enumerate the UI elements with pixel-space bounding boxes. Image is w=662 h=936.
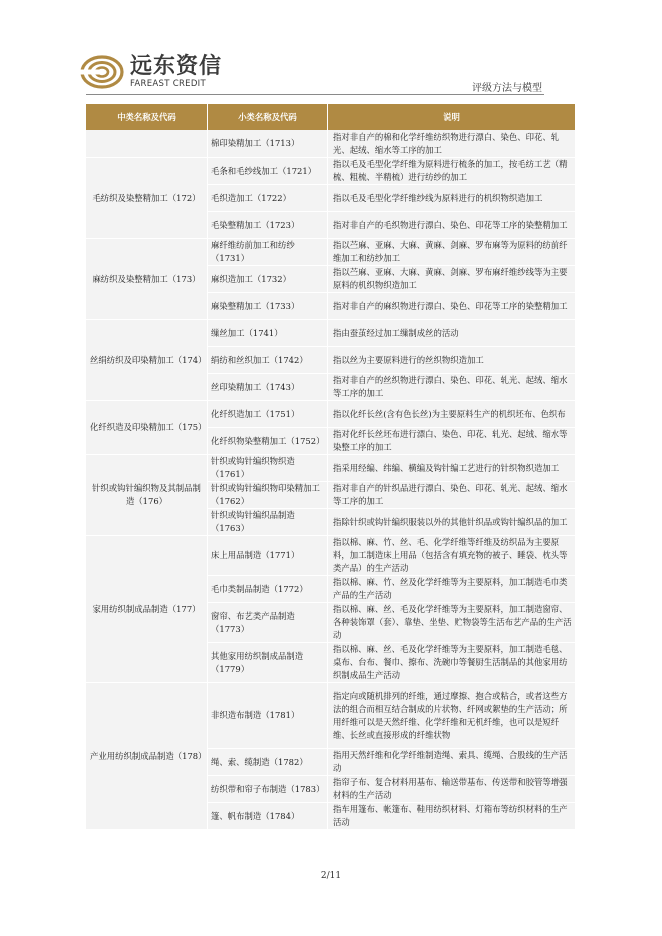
page-number: 2/11 <box>320 871 342 881</box>
subcategory-cell: 针织或钩针编织物印染精加工（1762） <box>208 482 328 509</box>
table-row <box>86 320 576 347</box>
category-cell: 毛纺织及染整精加工（172） <box>86 158 208 239</box>
description-cell: 指对非自产的毛织物进行漂白、染色、印花等工序的染整精加工 <box>328 212 576 239</box>
description-cell: 指以棉、麻、竹、丝、毛、化学纤维等纤维及纺织品为主要原料，加工制造床上用品（包括含有填充物的被子、睡袋、枕头等类产品）的生产活动 <box>328 536 576 576</box>
category-cell <box>86 130 208 158</box>
subcategory-cell: 毛条和毛纱线加工（1721） <box>208 158 328 185</box>
category-cell: 化纤织造及印染精加工（175） <box>86 401 208 455</box>
description-cell: 指以毛及毛型化学纤维为原料进行梳条的加工，按毛纺工艺（精梳、粗梳、半精梳）进行纺纱的加工 <box>328 158 576 185</box>
description-cell: 指采用经编、纬编、横编及钩针编工艺进行的针织物织造加工 <box>328 455 576 482</box>
subcategory-cell: 毛织造加工（1722） <box>208 185 328 212</box>
table-row <box>86 239 576 266</box>
subcategory-cell: 缫丝加工（1741） <box>208 320 328 347</box>
subcategory-cell: 丝印染精加工（1743） <box>208 374 328 401</box>
description-cell: 指除针织或钩针编织服装以外的其他针织品或钩针编织品的加工 <box>328 509 576 536</box>
company-logo <box>80 52 222 92</box>
subcategory-cell: 非织造布制造（1781） <box>208 683 328 749</box>
table-row <box>86 536 576 576</box>
description-cell: 指以毛及毛型化学纤维纱线为原料进行的机织物织造加工 <box>328 185 576 212</box>
header-description: 说明 <box>328 104 576 130</box>
description-cell: 指以苎麻、亚麻、大麻、黄麻、剑麻、罗布麻等为原料的纺前纤维加工和纺纱加工 <box>328 239 576 266</box>
subcategory-cell: 绢纺和丝织加工（1742） <box>208 347 328 374</box>
category-cell: 丝绢纺织及印染精加工（174） <box>86 320 208 401</box>
description-cell: 指对非自产的棉和化学纤维纺织物进行漂白、染色、印花、轧光、起绒、缩水等工序的加工 <box>328 130 576 158</box>
fareast-logo-icon <box>80 52 126 92</box>
logo-english-name: FAREAST CREDIT <box>130 78 206 89</box>
category-cell: 产业用纺织制成品制造（178） <box>86 683 208 830</box>
subcategory-cell: 针织或钩针编织物织造（1761） <box>208 455 328 482</box>
subcategory-cell: 绳、索、缆制造（1782） <box>208 749 328 776</box>
subcategory-cell: 毛染整精加工（1723） <box>208 212 328 239</box>
description-cell: 指以化纤长丝(含有色长丝)为主要原料生产的机织坯布、色织布 <box>328 401 576 428</box>
subcategory-cell: 麻织造加工（1732） <box>208 266 328 293</box>
section-title: 评级方法与模型 <box>472 83 542 94</box>
industry-classification-table <box>86 104 576 830</box>
subcategory-cell: 化纤织物染整精加工（1752） <box>208 428 328 455</box>
table-row <box>86 158 576 185</box>
logo-chinese-name: 远东资信 <box>130 53 223 79</box>
subcategory-cell: 麻纤维纺前加工和纺纱（1731） <box>208 239 328 266</box>
description-cell: 指以棉、麻、丝、毛及化学纤维等为主要原料，加工制造毛毯、桌布、台布、餐巾、擦布、洗碗巾等餐厨生活制品的其他家用纺织制成品生产活动 <box>328 643 576 683</box>
table-row <box>86 401 576 428</box>
description-cell: 指定向或随机排列的纤维，通过摩擦、抱合或粘合，或者这些方法的组合而相互结合制成的片状物、纤网或絮垫的生产活动；所用纤维可以是天然纤维、化学纤维和无机纤维，也可以是短纤维、长丝或直接形成的纤维状物 <box>328 683 576 749</box>
description-cell: 指由蚕茧经过加工缫制成丝的活动 <box>328 320 576 347</box>
header-subcategory: 小类名称及代码 <box>208 104 328 130</box>
header-category: 中类名称及代码 <box>86 104 208 130</box>
description-cell: 指车用篷布、帐篷布、鞋用纺织材料、灯箱布等纺织材料的生产活动 <box>328 803 576 830</box>
subcategory-cell: 篷、帆布制造（1784） <box>208 803 328 830</box>
description-cell: 指对非自产的麻织物进行漂白、染色、印花等工序的染整精加工 <box>328 293 576 320</box>
subcategory-cell: 针织或钩针编织品制造（1763） <box>208 509 328 536</box>
category-cell: 家用纺织制成品制造（177） <box>86 536 208 683</box>
subcategory-cell: 毛巾类制品制造（1772） <box>208 576 328 603</box>
subcategory-cell: 窗帘、布艺类产品制造（1773） <box>208 603 328 643</box>
subcategory-cell: 纺织带和帘子布制造（1783） <box>208 776 328 803</box>
category-cell: 针织或钩针编织物及其制品制造（176） <box>86 455 208 536</box>
subcategory-cell: 麻染整精加工（1733） <box>208 293 328 320</box>
description-cell: 指以丝为主要原料进行的丝织物织造加工 <box>328 347 576 374</box>
description-cell: 指以棉、麻、竹、丝及化学纤维等为主要原料，加工制造毛巾类产品的生产活动 <box>328 576 576 603</box>
description-cell: 指对化纤长丝坯布进行漂白、染色、印花、轧光、起绒、缩水等染整工序的加工 <box>328 428 576 455</box>
subcategory-cell: 化纤织造加工（1751） <box>208 401 328 428</box>
description-cell: 指帘子布、复合材料用基布、输送带基布、传送带和胶管等增强材料的生产活动 <box>328 776 576 803</box>
description-cell: 指用天然纤维和化学纤维制造绳、索具、缆绳、合股线的生产活动 <box>328 749 576 776</box>
table-row <box>86 683 576 749</box>
description-cell: 指以苎麻、亚麻、大麻、黄麻、剑麻、罗布麻纤维纱线等为主要原料的机织物织造加工 <box>328 266 576 293</box>
subcategory-cell: 床上用品制造（1771） <box>208 536 328 576</box>
table-row <box>86 455 576 482</box>
description-cell: 指以棉、麻、丝、毛及化学纤维等为主要原料，加工制造窗帘、各种装饰罩（套）、靠垫、坐垫、贮物袋等生活布艺产品的生产活动 <box>328 603 576 643</box>
table-row <box>86 130 576 158</box>
table-header-row <box>86 104 576 130</box>
category-cell: 麻纺织及染整精加工（173） <box>86 239 208 320</box>
header-divider <box>86 94 544 95</box>
description-cell: 指对非自产的丝织物进行漂白、染色、印花、轧光、起绒、缩水等工序的加工 <box>328 374 576 401</box>
subcategory-cell: 棉印染精加工（1713） <box>208 130 328 158</box>
description-cell: 指对非自产的针织品进行漂白、染色、印花、轧光、起绒、缩水等工序的加工 <box>328 482 576 509</box>
subcategory-cell: 其他家用纺织制成品制造（1779） <box>208 643 328 683</box>
